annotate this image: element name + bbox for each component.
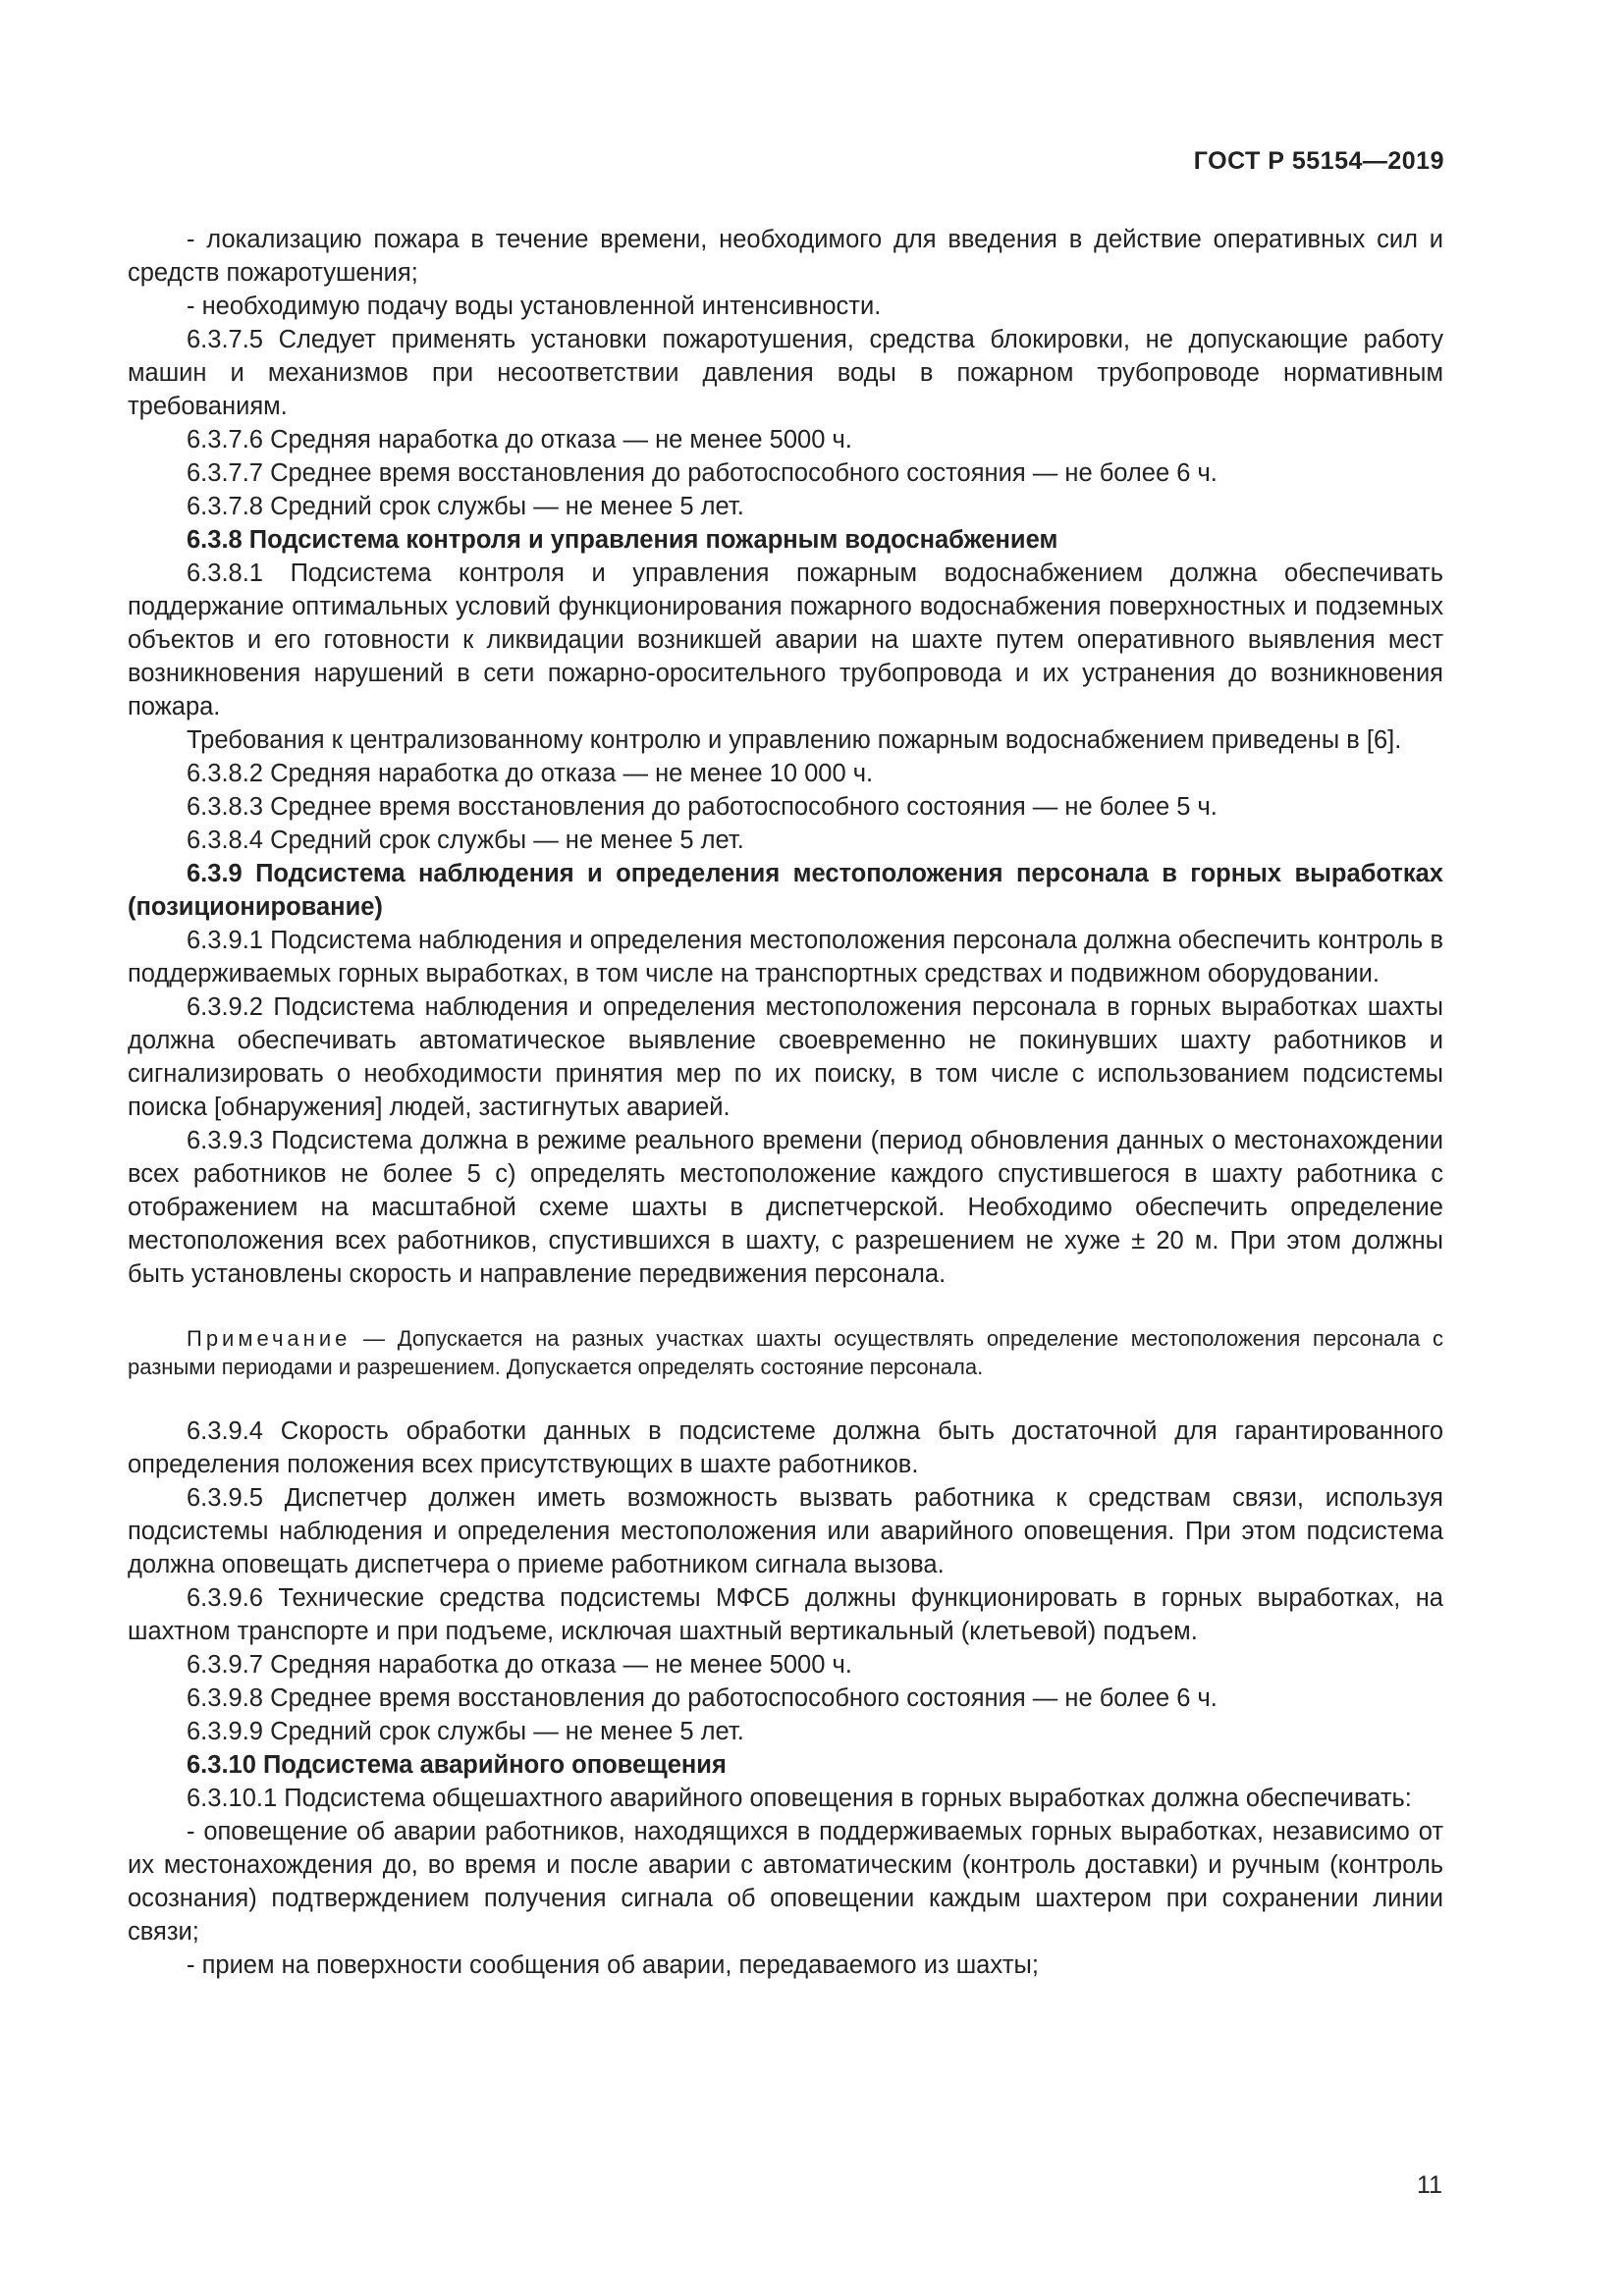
paragraph: 6.3.9.6 Технические средства подсистемы МФСБ должны функционировать в горных выработках, на шахтном транспорте и при подъеме, исключая шахтный вертикальный (клетьевой) подъем. xyxy=(128,1584,1443,1645)
paragraph: - необходимую подачу воды установленной интенсивности. xyxy=(187,293,882,320)
paragraph: 6.3.8.2 Средняя наработка до отказа — не менее 10 000 ч. xyxy=(187,760,874,787)
note-label: Примечание xyxy=(187,1326,352,1351)
paragraph: 6.3.9.2 Подсистема наблюдения и определения местоположения персонала в горных выработках шахты должна обеспечивать автоматическое выявление своевременно не покинувших шахту работников и сигнализировать о необходимости принятия мер по их поиску, в том числе с использованием подсистемы поиска [обнаружения] людей, застигнутых аварией. xyxy=(128,993,1443,1121)
page-number: 11 xyxy=(1417,2171,1442,2199)
paragraph: 6.3.9.3 Подсистема должна в режиме реального времени (период обновления данных о местонахождении всех работников не более 5 с) определять местоположение каждого спустившегося в шахту работника с отображением на масштабной схеме шахты в диспетчерской. Необходимо обеспечить определение местоположения всех работников, спустившихся в шахту, с разрешением не хуже ± 20 м. При этом должны быть установлены скорость и направление передвижения персонала. xyxy=(128,1127,1443,1288)
document-header: ГОСТ Р 55154—2019 xyxy=(1193,147,1444,175)
paragraph: 6.3.7.7 Среднее время восстановления до работоспособного состояния — не более 6 ч. xyxy=(187,459,1218,487)
paragraph: Требования к централизованному контролю и управлению пожарным водоснабжением приведены в [6]. xyxy=(187,726,1402,754)
paragraph: - локализацию пожара в течение времени, необходимого для введения в действие оперативных сил и средств пожаротушения; xyxy=(128,226,1443,287)
paragraph: 6.3.7.5 Следует применять установки пожаротушения, средства блокировки, не допускающие работу машин и механизмов при несоответствии давления воды в пожарном трубопроводе нормативным требованиям. xyxy=(128,326,1443,420)
paragraph: - оповещение об аварии работников, находящихся в поддерживаемых горных выработках, независимо от их местонахождения до, во время и после аварии с автоматическим (контроль доставки) и ручным (контроль осознания) подтверждением получения сигнала об оповещении каждым шахтером при сохранении линии связи; xyxy=(128,1818,1443,1946)
paragraph: 6.3.9.1 Подсистема наблюдения и определения местоположения персонала должна обеспечить контроль в поддерживаемых горных выработках, в том числе на транспортных средствах и подвижном оборудовании. xyxy=(128,927,1443,988)
section-heading: 6.3.8 Подсистема контроля и управления пожарным водоснабжением xyxy=(187,526,1058,554)
paragraph: 6.3.10.1 Подсистема общешахтного аварийного оповещения в горных выработках должна обеспечивать: xyxy=(187,1785,1412,1812)
note-text: — Допускается на разных участках шахты осуществлять определение местоположения персонала с разными периодами и разрешением. Допускается определять состояние персонала. xyxy=(128,1326,1443,1379)
paragraph: 6.3.8.3 Среднее время восстановления до работоспособного состояния — не более 5 ч. xyxy=(187,793,1218,821)
section-heading: 6.3.10 Подсистема аварийного оповещения xyxy=(187,1751,727,1779)
paragraph: 6.3.9.4 Скорость обработки данных в подсистеме должна быть достаточной для гарантированного определения положения всех присутствующих в шахте работников. xyxy=(128,1417,1443,1478)
note xyxy=(128,1324,1443,1381)
paragraph: - прием на поверхности сообщения об аварии, передаваемого из шахты; xyxy=(187,1951,1039,1979)
paragraph: 6.3.8.1 Подсистема контроля и управления пожарным водоснабжением должна обеспечивать поддержание оптимальных условий функционирования пожарного водоснабжения поверхностных и подземных объектов и его готовности к ликвидации возникшей аварии на шахте путем оперативного выявления мест возникновения нарушений в сети пожарно-оросительного трубопровода и их устранения до возникновения пожара. xyxy=(128,560,1443,721)
paragraph: 6.3.9.5 Диспетчер должен иметь возможность вызвать работника к средствам связи, используя подсистемы наблюдения и определения местоположения или аварийного оповещения. При этом подсистема должна оповещать диспетчера о приеме работником сигнала вызова. xyxy=(128,1484,1443,1578)
paragraph: 6.3.7.8 Средний срок службы — не менее 5 лет. xyxy=(187,493,744,520)
paragraph: 6.3.9.7 Средняя наработка до отказа — не менее 5000 ч. xyxy=(187,1651,852,1679)
document-body xyxy=(128,223,1443,1982)
paragraph: 6.3.8.4 Средний срок службы — не менее 5 лет. xyxy=(187,827,744,854)
paragraph: 6.3.7.6 Средняя наработка до отказа — не менее 5000 ч. xyxy=(187,426,852,454)
paragraph: 6.3.9.9 Средний срок службы — не менее 5 лет. xyxy=(187,1718,744,1745)
section-heading: 6.3.9 Подсистема наблюдения и определения местоположения персонала в горных выработках (позиционирование) xyxy=(128,860,1443,921)
paragraph: 6.3.9.8 Среднее время восстановления до работоспособного состояния — не более 6 ч. xyxy=(187,1684,1218,1712)
